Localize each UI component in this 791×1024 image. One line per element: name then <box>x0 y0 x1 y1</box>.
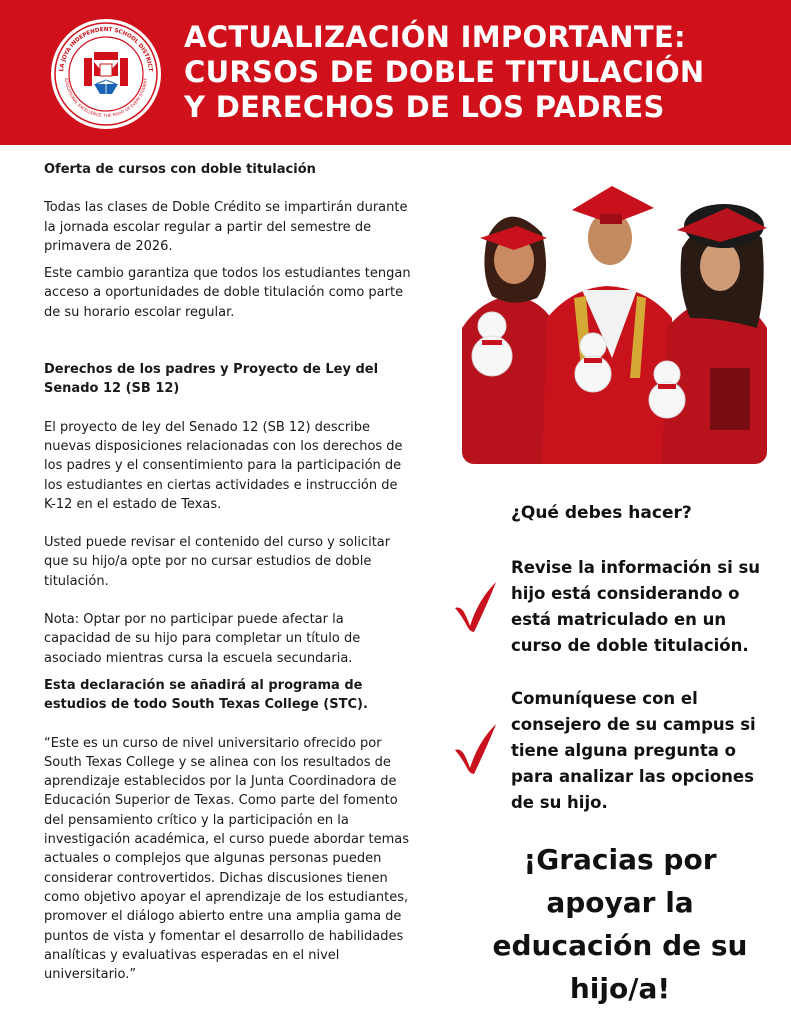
parent-rights-heading: Derechos de los padres y Proyecto de Ley del Senado 12 (SB 12) <box>44 362 379 397</box>
checkmark-icon <box>452 578 500 632</box>
stc-statement-heading: Esta declaración se añadirá al programa de estudios de todo South Texas College (STC). <box>44 677 368 713</box>
action-item-contact-counselor: Comuníquese con el consejero de su campus si tiene alguna pregunta o para analizar las opciones de su hijo. <box>511 689 756 812</box>
action-item-review: Revise la información si su hijo está considerando o está matriculado en un curso de doble titulación. <box>511 558 761 655</box>
title-line-1: ACTUALIZACIÓN IMPORTANTE: <box>184 20 686 54</box>
school-district-seal-icon <box>50 18 162 130</box>
title-line-2: CURSOS DE DOBLE TITULACIÓN <box>184 55 705 89</box>
seal-ring-top-text: LA JOYA INDEPENDENT SCHOOL DISTRICT <box>59 27 153 72</box>
sb12-paragraph: El proyecto de ley del Senado 12 (SB 12) describe nuevas disposiciones relacionadas con los derechos de los padres y el consentimiento para la participación de los estudiantes en ciertas actividades e instrucción de K-12 en el estado de Texas. <box>44 419 403 512</box>
checkmark-icon <box>452 720 500 774</box>
page-title <box>184 20 784 125</box>
seal-ring-bottom-text: EDUCATIONAL EXCELLENCE: THE RIGHT OF EVERY STUDENT <box>64 77 148 119</box>
dual-credit-heading: Oferta de cursos con doble titulación <box>44 162 316 177</box>
dual-credit-paragraph-1: Todas las clases de Doble Crédito se impartirán durante la jornada escolar regular a partir del semestre de primavera de 2026. <box>44 200 408 254</box>
stc-statement-quote: “Este es un curso de nivel universitario ofrecido por South Texas College y se alinea con los resultados de aprendizaje establecidos por la Junta Coordinadora de Educación Superior de Texas. Como parte del fomento del pensamiento crítico y la participación en la investigación académica, el curso puede abordar temas actuales o complejos que algunas personas pueden considerar controvertidos. Dichas discusiones tienen como objetivo apoyar el aprendizaje de los estudiantes, promover el diálogo abierto entre una amplia gama de puntos de vista y fomentar el desarrollo de habilidades analíticas y evaluativas esperadas en el nivel universitario.” <box>44 735 409 983</box>
thank-you-message: ¡Gracias por apoyar la educación de su hijo/a! <box>492 843 748 1005</box>
left-column <box>44 160 412 984</box>
what-to-do-heading: ¿Qué debes hacer? <box>511 503 692 523</box>
header-banner <box>0 0 791 145</box>
note-paragraph: Nota: Optar por no participar puede afectar la capacidad de su hijo para completar un título de asociado mientras cursa la escuela secundaria. <box>44 612 361 666</box>
title-line-3: Y DERECHOS DE LOS PADRES <box>184 90 665 124</box>
opt-out-paragraph: Usted puede revisar el contenido del curso y solicitar que su hijo/a opte por no cursar estudios de doble titulación. <box>44 535 391 589</box>
graduates-photo <box>462 178 767 464</box>
dual-credit-paragraph-2: Este cambio garantiza que todos los estudiantes tengan acceso a oportunidades de doble titulación como parte de su horario escolar regular. <box>44 266 411 320</box>
